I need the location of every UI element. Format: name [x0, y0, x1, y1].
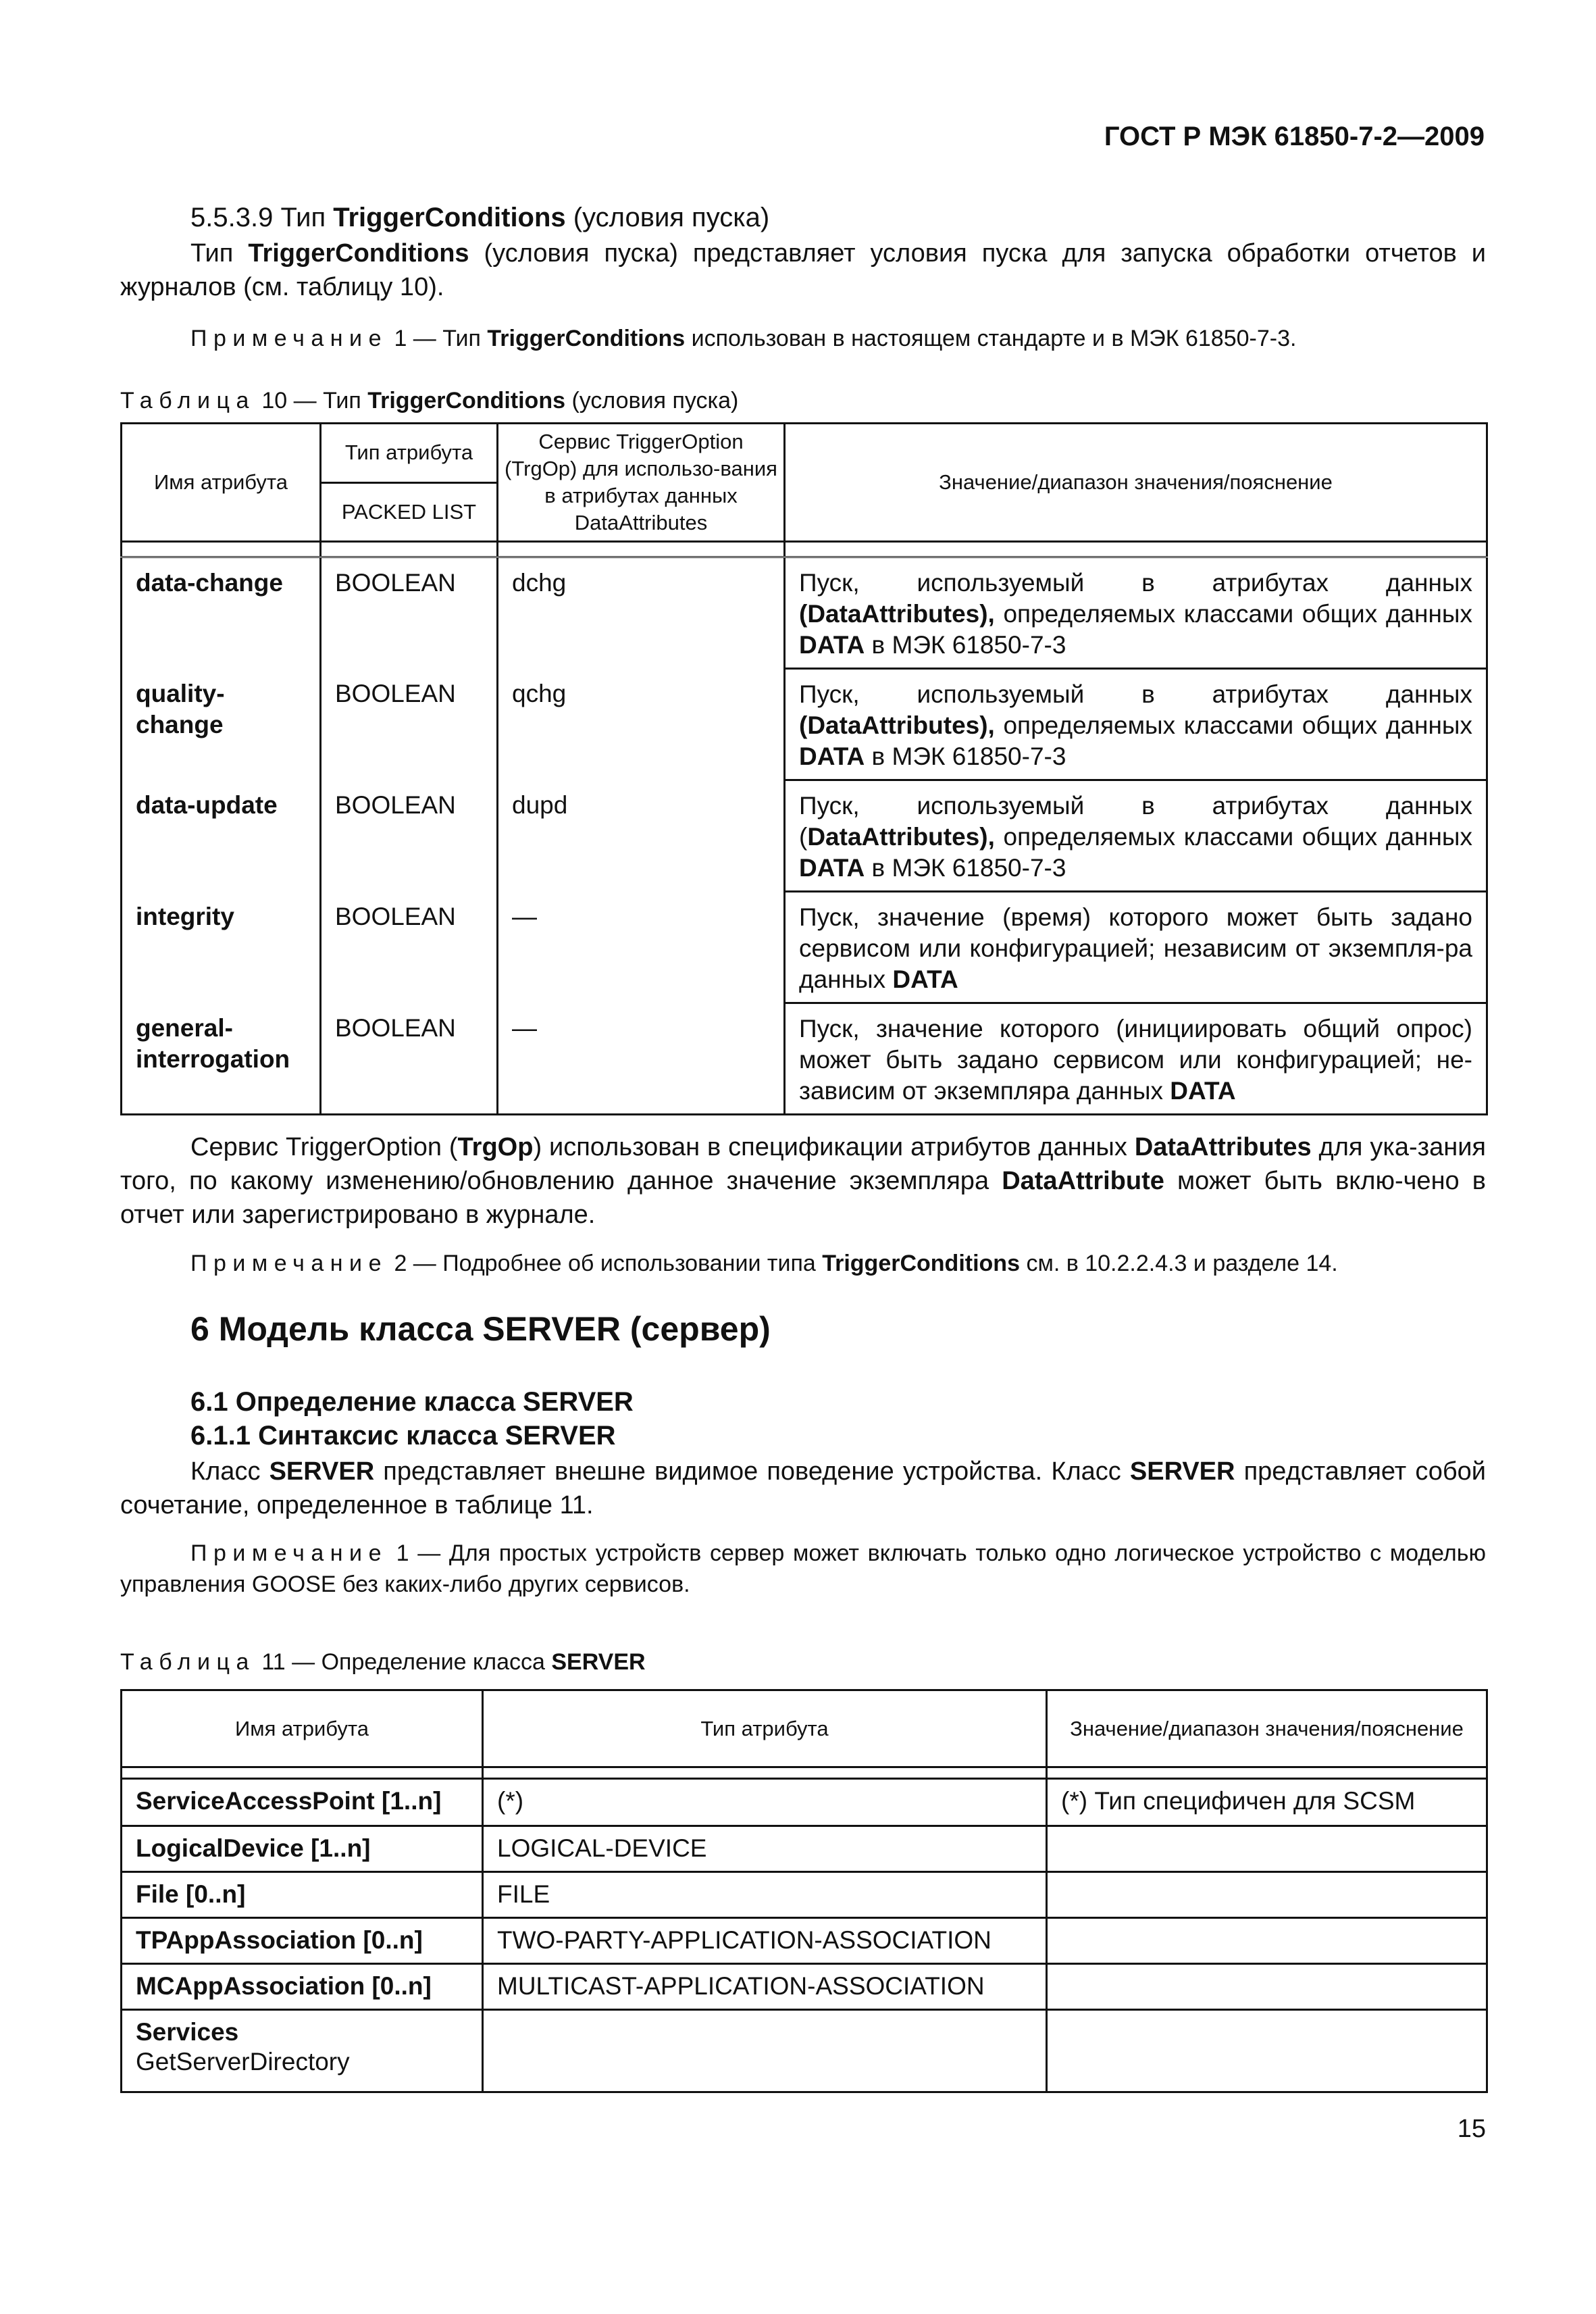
trgop-text: Сервис TriggerOption ( [190, 1133, 458, 1161]
server-text: Класс [190, 1457, 269, 1486]
trgop-cell: dupd [498, 780, 785, 892]
section-6-title: 6 Модель класса SERVER (сервер) [190, 1310, 771, 1348]
attribute-name: data-change [136, 569, 283, 597]
value-bold: DataAttributes), [807, 823, 995, 851]
header-trgop: Сервис TriggerOption (TrgOp) для использо-вания в атрибутах данных DataAttributes [498, 424, 785, 542]
attribute-name: MCAppAssociation [0..n] [136, 1972, 432, 2000]
value-text: Пуск, используемый в атрибутах данных ( [799, 792, 1472, 851]
page-number: 15 [1457, 2115, 1486, 2143]
attribute-type-cell: TWO-PARTY-APPLICATION-ASSOCIATION [483, 1918, 1047, 1964]
note-label: Примечание [190, 326, 388, 351]
caption-label: Таблица [120, 1649, 255, 1675]
table-row [122, 2010, 1487, 2092]
value-cell [1047, 1918, 1487, 1964]
header-value: Значение/диапазон значения/пояснение [1047, 1690, 1487, 1767]
table-11-caption [120, 1646, 646, 1678]
attribute-name: LogicalDevice [1..n] [136, 1834, 371, 1862]
value-text: в МЭК 61850-7-3 [865, 743, 1066, 770]
para-bold: TriggerConditions [248, 239, 469, 268]
document-id-header: ГОСТ Р МЭК 61850-7-2—2009 [1104, 122, 1485, 151]
attribute-name: integrity [136, 902, 234, 930]
table-row [122, 669, 1487, 780]
value-cell: (*) Тип специфичен для SCSM [1047, 1779, 1487, 1826]
trgop-text: для ука-зания того, по какому изменению/обновлению данное значение экземпляра [120, 1133, 1486, 1195]
header-packed-list: PACKED LIST [321, 482, 498, 542]
attribute-type-cell: BOOLEAN [321, 1003, 498, 1115]
trgop-cell: — [498, 1003, 785, 1115]
header-attribute-type: Тип атрибута [321, 424, 498, 483]
heading-bold: TriggerConditions [333, 203, 566, 232]
attribute-type-cell: LOGICAL-DEVICE [483, 1826, 1047, 1872]
trgop-text: ) использован в спецификации атрибутов данных [533, 1133, 1135, 1161]
services-item: GetServerDirectory [136, 2048, 350, 2076]
subsection-heading [190, 201, 769, 234]
server-text: представляет собой сочетание, определенное в таблице 11. [120, 1457, 1487, 1519]
trgop-cell: — [498, 892, 785, 1003]
table-11 [120, 1689, 1488, 2093]
note-text: 2 — Подробнее об использовании типа [388, 1251, 823, 1276]
caption-bold: TriggerConditions [367, 388, 566, 413]
value-cell [785, 669, 1487, 780]
caption-bold: SERVER [551, 1649, 646, 1675]
table-row [122, 1872, 1487, 1918]
trgop-cell: dchg [498, 557, 785, 669]
table-row [122, 557, 1487, 669]
subsection-6-1: 6.1 Определение класса SERVER [190, 1387, 634, 1417]
heading-prefix: 5.5.3.9 Тип [190, 203, 334, 232]
table-10 [120, 422, 1488, 1115]
note-2 [190, 1248, 1338, 1279]
caption-text: 11 — Определение класса [255, 1649, 552, 1675]
services-label: Services [136, 2018, 239, 2046]
value-text: Пуск, используемый в атрибутах данных [799, 569, 1472, 597]
value-bold: (DataAttributes), [799, 600, 995, 628]
value-text: в МЭК 61850-7-3 [865, 854, 1066, 882]
note-bold: TriggerConditions [487, 326, 686, 351]
header-attribute-type: Тип атрибута [483, 1690, 1047, 1767]
attribute-type-cell: (*) [483, 1779, 1047, 1826]
attribute-type-cell: BOOLEAN [321, 780, 498, 892]
value-cell [785, 892, 1487, 1003]
attribute-type-cell: FILE [483, 1872, 1047, 1918]
attribute-name-cell [122, 1826, 483, 1872]
value-text: определяемых классами общих данных [994, 711, 1472, 739]
table-row [122, 1779, 1487, 1826]
trgop-bold: TrgOp [457, 1133, 534, 1161]
attribute-name-cell [122, 780, 321, 892]
table-10-caption [120, 385, 738, 416]
attribute-name: data-update [136, 790, 278, 819]
attribute-name-cell [122, 669, 321, 780]
section-6-note [120, 1538, 1486, 1600]
trgop-bold: DataAttribute [1002, 1167, 1164, 1195]
note-label: Примечание [190, 1540, 388, 1566]
value-cell [1047, 1872, 1487, 1918]
attribute-name-cell [122, 1872, 483, 1918]
attribute-type-cell: BOOLEAN [321, 669, 498, 780]
value-text: Пуск, значение (время) которого может быть задано сервисом или конфигурацией; независим от экземпля-ра данных [799, 903, 1472, 993]
table-row [122, 1003, 1487, 1115]
attribute-name-cell [122, 892, 321, 1003]
attribute-type-cell: BOOLEAN [321, 557, 498, 669]
attribute-name-cell [122, 1779, 483, 1826]
para-text-2: (условия пуска) представляет условия пуска для запуска обработки отчетов и журналов (см. таблицу 10). [120, 239, 1486, 301]
attribute-name-cell [122, 2010, 483, 2092]
trgop-text: может быть вклю-чено в отчет или зарегистрировано в журнале. [120, 1167, 1486, 1229]
header-attribute-name: Имя атрибута [122, 424, 321, 542]
value-bold: DATA [799, 743, 865, 770]
value-bold: DATA [799, 854, 865, 882]
table-row [122, 892, 1487, 1003]
server-text: представляет внешне видимое поведение устройства. Класс [374, 1457, 1130, 1486]
attribute-name-cell [122, 557, 321, 669]
caption-text-1: 10 — Тип [255, 388, 368, 413]
server-paragraph [120, 1455, 1486, 1522]
value-text: в МЭК 61850-7-3 [865, 631, 1066, 659]
value-cell [785, 780, 1487, 892]
server-bold: SERVER [269, 1457, 375, 1486]
attribute-name: File [0..n] [136, 1880, 246, 1908]
note-text: 1 — Для простых устройств сервер может включать только одно логическое устройство с моделью управления GOOSE без каких-либо других сервисов. [120, 1540, 1486, 1597]
attribute-name-cell [122, 1964, 483, 2010]
trgop-cell: qchg [498, 669, 785, 780]
attribute-type-cell: MULTICAST-APPLICATION-ASSOCIATION [483, 1964, 1047, 2010]
value-bold: DATA [799, 631, 865, 659]
attribute-name-cell [122, 1003, 321, 1115]
value-text: определяемых классами общих данных [994, 823, 1472, 851]
note-text: см. в 10.2.2.4.3 и разделе 14. [1020, 1251, 1338, 1276]
table-row [122, 780, 1487, 892]
note-label: Примечание [190, 1251, 388, 1276]
value-cell [1047, 2010, 1487, 2092]
table-row [122, 1826, 1487, 1872]
attribute-name: ServiceAccessPoint [1..n] [136, 1787, 442, 1815]
note-text-2: использован в настоящем стандарте и в МЭК 61850-7-3. [685, 326, 1297, 351]
value-bold: DATA [1170, 1077, 1236, 1105]
value-bold: DATA [892, 965, 958, 993]
subsection-6-1-1: 6.1.1 Синтаксис класса SERVER [190, 1421, 616, 1451]
header-value: Значение/диапазон значения/пояснение [785, 424, 1487, 542]
value-text: определяемых классами общих данных [994, 600, 1472, 628]
trigger-conditions-paragraph [120, 236, 1486, 304]
note-bold: TriggerConditions [822, 1251, 1020, 1276]
value-text: Пуск, используемый в атрибутах данных [799, 680, 1472, 708]
attribute-type-cell: BOOLEAN [321, 892, 498, 1003]
attribute-name: general-interrogation [136, 1013, 290, 1073]
attribute-name: TPAppAssociation [0..n] [136, 1926, 423, 1954]
server-bold: SERVER [1129, 1457, 1235, 1486]
trgop-bold: DataAttributes [1134, 1133, 1312, 1161]
caption-text-2: (условия пуска) [565, 388, 739, 413]
note-text-1: 1 — Тип [388, 326, 488, 351]
value-bold: (DataAttributes), [799, 711, 995, 739]
caption-label: Таблица [120, 388, 255, 413]
heading-suffix: (условия пуска) [565, 203, 770, 232]
attribute-name-cell [122, 1918, 483, 1964]
value-cell [785, 557, 1487, 669]
value-text: Пуск, значение которого (инициировать общий опрос) может быть задано сервисом или конфигурацией; не-зависим от экземпляра данных [799, 1015, 1472, 1105]
attribute-type-cell [483, 2010, 1047, 2092]
attribute-name: quality-change [136, 679, 225, 738]
table-row [122, 1918, 1487, 1964]
table-row [122, 1964, 1487, 2010]
header-attribute-name: Имя атрибута [122, 1690, 483, 1767]
para-text-1: Тип [190, 239, 249, 268]
note-1 [190, 323, 1296, 354]
value-cell [785, 1003, 1487, 1115]
value-cell [1047, 1964, 1487, 2010]
value-cell [1047, 1826, 1487, 1872]
trgop-paragraph [120, 1130, 1486, 1232]
